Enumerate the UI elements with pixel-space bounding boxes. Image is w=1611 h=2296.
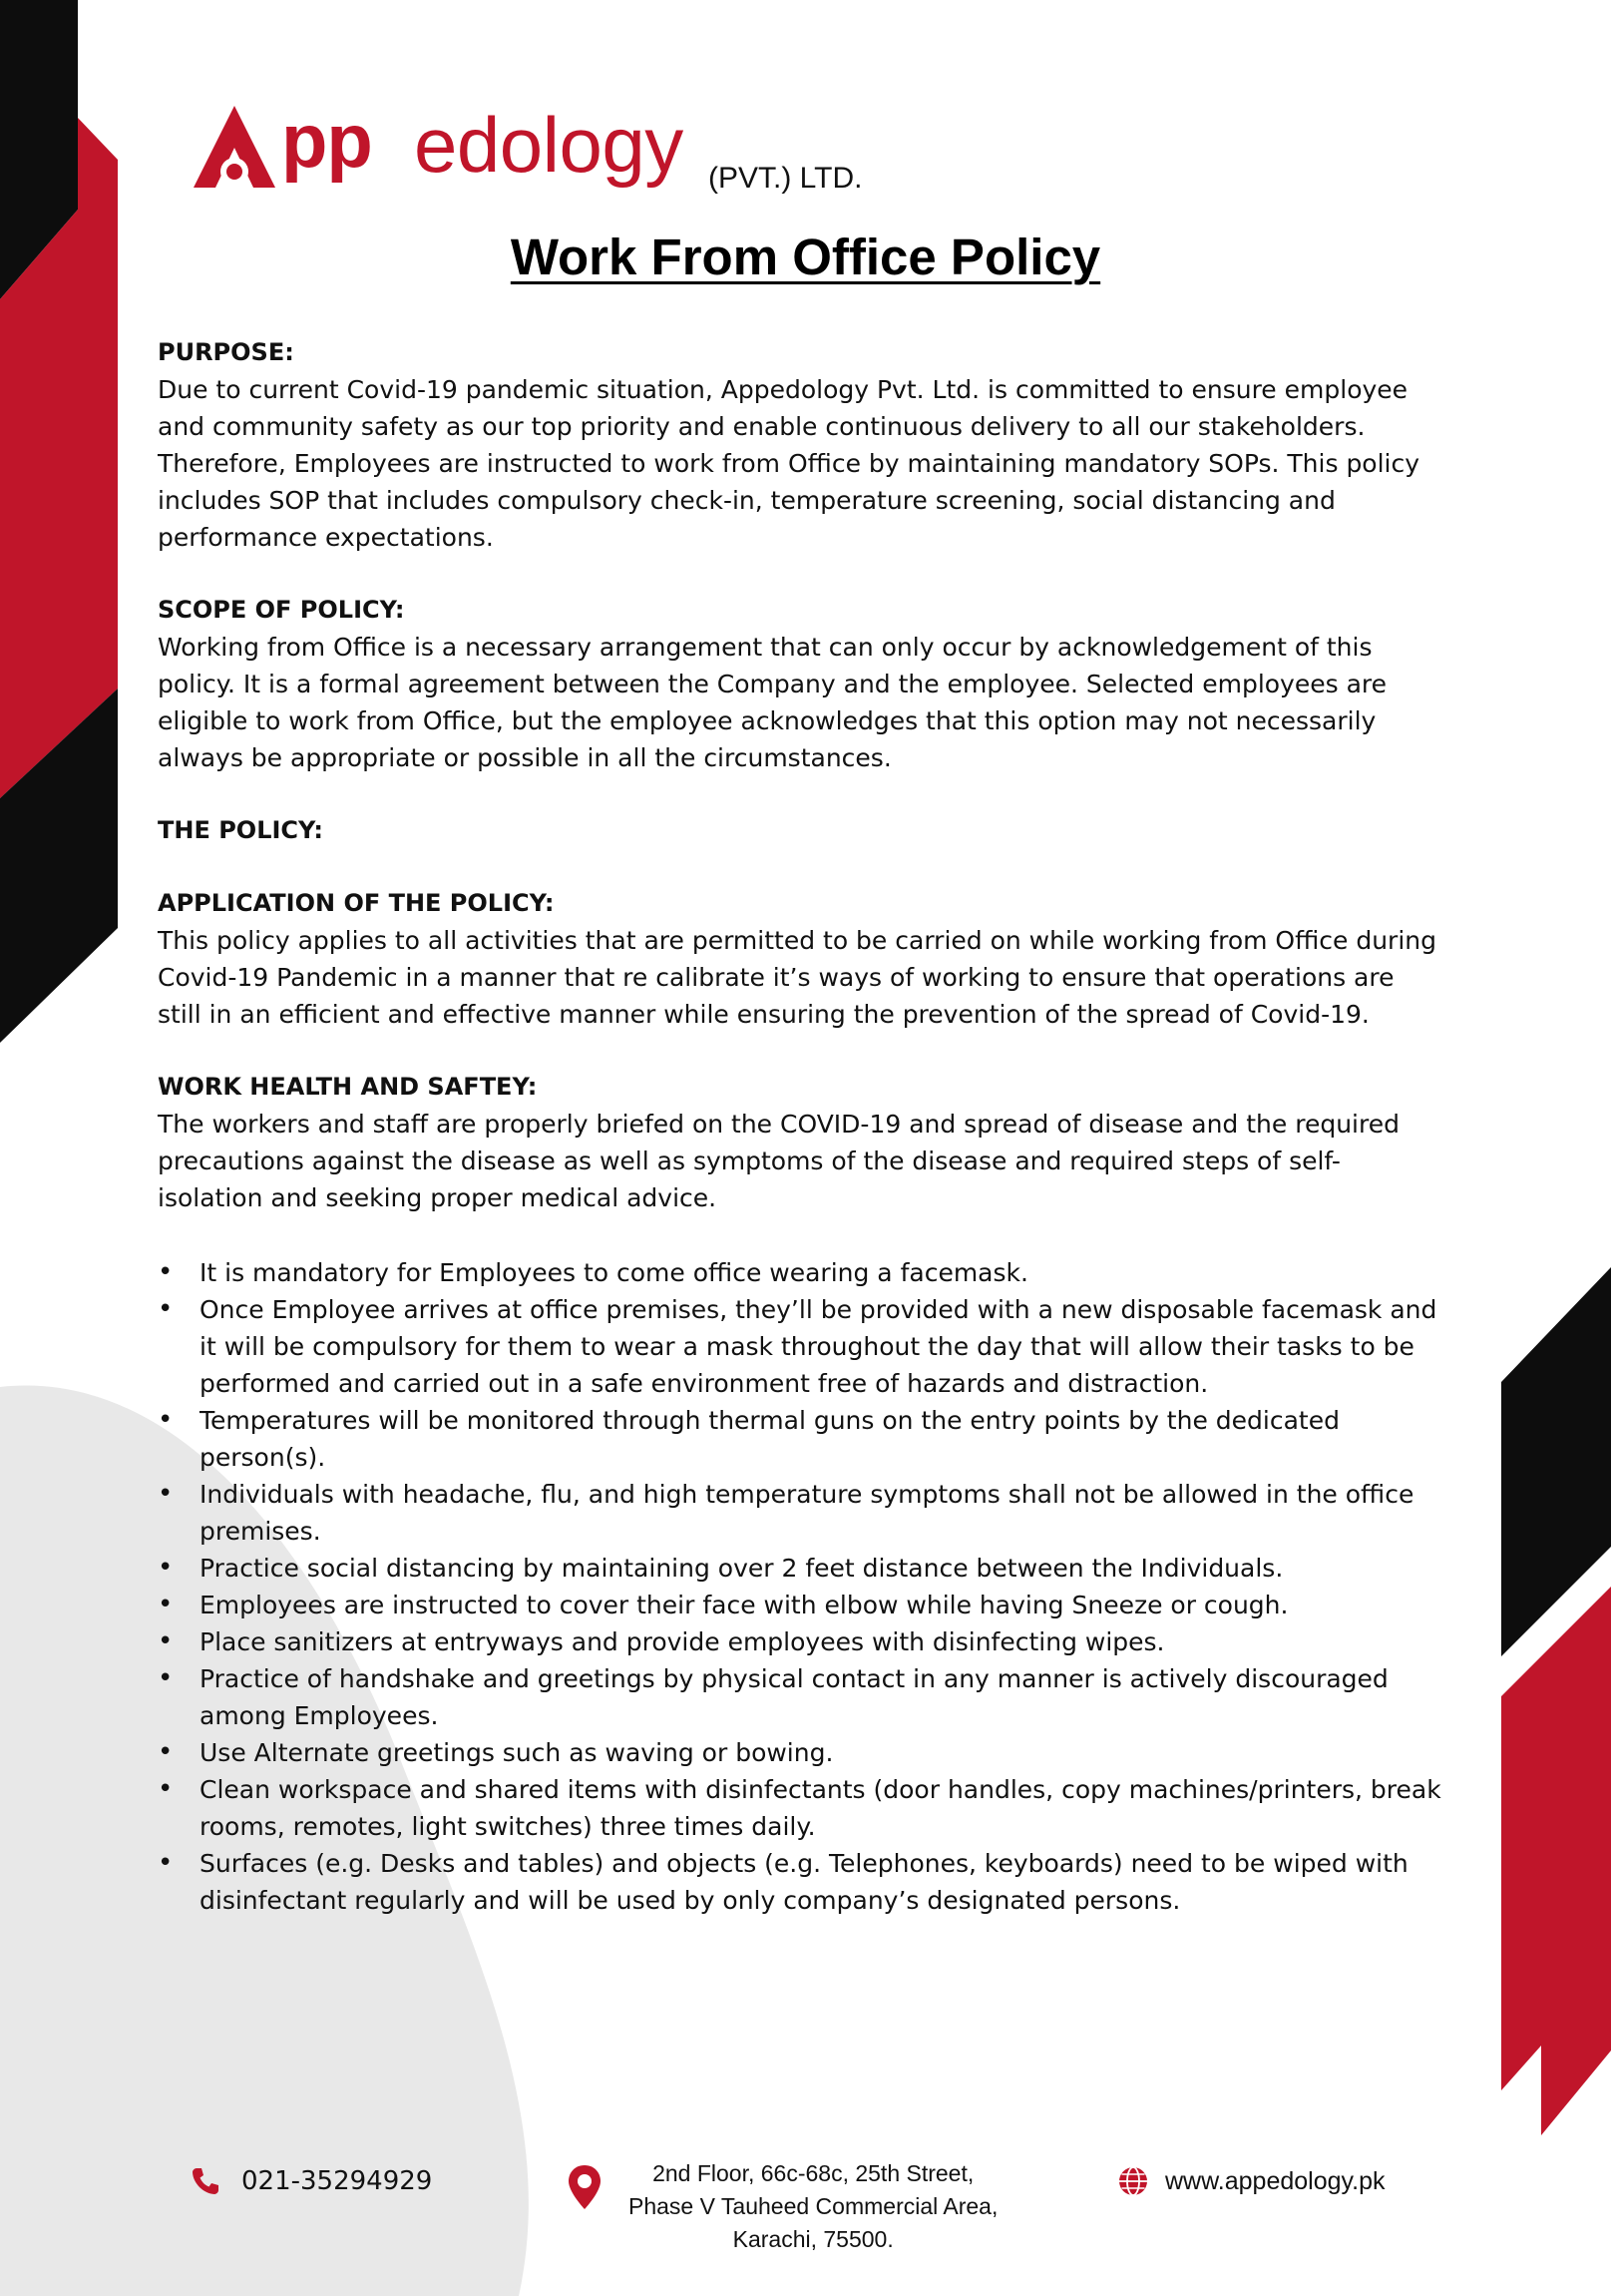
- list-item: • Place sanitizers at entryways and provide employees with disinfecting wipes.: [158, 1623, 1444, 1660]
- section-purpose: [158, 334, 1444, 556]
- footer: [0, 2155, 1611, 2265]
- section-heading: SCOPE OF POLICY:: [158, 596, 405, 624]
- right-red-band: [1501, 1587, 1611, 2135]
- section-heading: WORK HEALTH AND SAFTEY:: [158, 1073, 538, 1101]
- logo-text-pp: pp: [281, 99, 372, 184]
- section-application: [158, 885, 1444, 1033]
- list-item: • Once Employee arrives at office premises, they’ll be provided with a new disposable facemask and it will be compulsory for them to wear a mask throughout the day that will allow their tasks to be performed and carried out in a safe environment free of hazards and distraction.: [158, 1291, 1444, 1402]
- safety-measures-list: [158, 1254, 1444, 1919]
- list-item: • Employees are instructed to cover their face with elbow while having Sneeze or cough.: [158, 1587, 1444, 1623]
- website-link[interactable]: www.appedology.pk: [1165, 2166, 1386, 2195]
- address-line: 2nd Floor, 66c-68c, 25th Street,: [652, 2160, 975, 2186]
- list-item: • Practice social distancing by maintaining over 2 feet distance between the Individuals.: [158, 1550, 1444, 1587]
- document-title: Work From Office Policy: [510, 229, 1101, 285]
- address-line: Phase V Tauheed Commercial Area,: [628, 2193, 999, 2219]
- phone-icon: [190, 2165, 221, 2197]
- list-item: • Surfaces (e.g. Desks and tables) and objects (e.g. Telephones, keyboards) need to be wiped with disinfectant regularly and will be used by only company’s designated persons.: [158, 1845, 1444, 1919]
- globe-icon: [1117, 2165, 1149, 2197]
- policy-content: [158, 334, 1444, 1919]
- section-heading: PURPOSE:: [158, 338, 294, 366]
- footer-address: [567, 2157, 998, 2256]
- list-item: • It is mandatory for Employees to come office wearing a facemask.: [158, 1254, 1444, 1291]
- location-pin-icon: [567, 2163, 603, 2211]
- list-item: • Use Alternate greetings such as waving or bowing.: [158, 1734, 1444, 1771]
- address-text: [628, 2157, 998, 2256]
- section-scope: [158, 592, 1444, 776]
- section-body: The workers and staff are properly briefed on the COVID-19 and spread of disease and the required precautions against the disease as well as symptoms of the disease and required steps of self- isolation and seeking proper medical advice.: [158, 1110, 1400, 1212]
- section-body: This policy applies to all activities that are permitted to be carried on while working from Office during Covid-19 Pandemic in a manner that re calibrate it’s ways of working to ensure that operations are still in an efficient and effective manner while ensuring the prevention of the spread of Covid-19.: [158, 926, 1436, 1029]
- list-item: • Temperatures will be monitored through thermal guns on the entry points by the dedicated person(s).: [158, 1402, 1444, 1476]
- logo-text-edology: edology: [414, 101, 683, 189]
- appedology-logo-mark-icon: [190, 100, 279, 200]
- address-line: Karachi, 75500.: [732, 2226, 894, 2252]
- footer-phone: [190, 2165, 432, 2197]
- section-body: Due to current Covid-19 pandemic situation, Appedology Pvt. Ltd. is committed to ensure employee and community safety as our top priority and enable continuous delivery to all our stakeholders. Therefore, Employees are instructed to work from Office by maintaining mandatory SOPs. This policy includes SOP that includes compulsory check-in, temperature screening, social distancing and performance expectations.: [158, 375, 1420, 552]
- footer-website[interactable]: [1117, 2165, 1386, 2197]
- right-black-band: [1501, 1267, 1611, 1656]
- section-heading: THE POLICY:: [158, 816, 323, 844]
- list-item: • Clean workspace and shared items with disinfectants (door handles, copy machines/printers, break rooms, remotes, light switches) three times daily.: [158, 1771, 1444, 1845]
- list-item: • Individuals with headache, flu, and high temperature symptoms shall not be allowed in the office premises.: [158, 1476, 1444, 1550]
- section-health-safety: [158, 1069, 1444, 1216]
- section-the-policy: [158, 812, 1444, 849]
- section-heading: APPLICATION OF THE POLICY:: [158, 889, 555, 917]
- section-body: Working from Office is a necessary arrangement that can only occur by acknowledgement of this policy. It is a formal agreement between the Company and the employee. Selected employees are eligible to work from Office, but the employee acknowledges that this option may not necessarily always be appropriate or possible in all the circumstances.: [158, 633, 1388, 772]
- list-item: • Practice of handshake and greetings by physical contact in any manner is actively discouraged among Employees.: [158, 1660, 1444, 1734]
- logo-suffix: (PVT.) LTD.: [708, 162, 863, 195]
- phone-number: 021-35294929: [241, 2166, 433, 2196]
